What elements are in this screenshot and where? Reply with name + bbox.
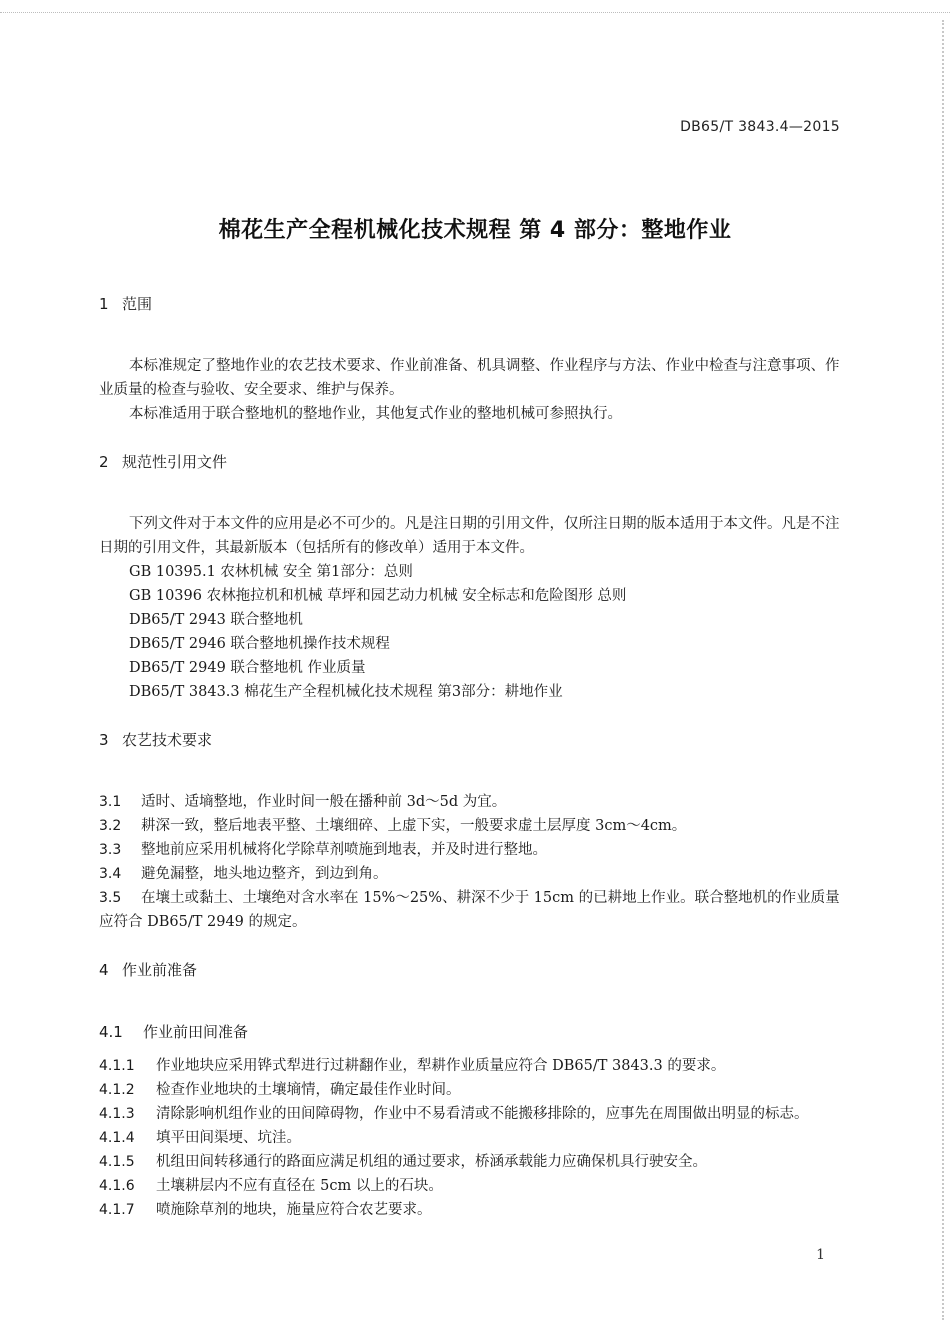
clause-number: 3.3	[99, 842, 122, 858]
clause-number: 4.1.1	[99, 1058, 135, 1074]
section-title: 规范性引用文件	[122, 453, 228, 471]
clause-item	[99, 1150, 844, 1174]
clause-item	[99, 886, 844, 934]
clause-number: 3.2	[99, 818, 122, 834]
paragraph: 下列文件对于本文件的应用是必不可少的。凡是注日期的引用文件，仅所注日期的版本适用于本文件。凡是不注日期的引用文件，其最新版本（包括所有的修改单）适用于本文件。	[99, 516, 840, 556]
section-title: 农艺技术要求	[122, 731, 213, 749]
reference-item: DB65/T 2949 联合整地机 作业质量	[129, 660, 366, 676]
clause-text: 适时、适墒整地，作业时间一般在播种前 3d～5d 为宜。	[141, 794, 507, 810]
clause-number: 4.1.5	[99, 1154, 135, 1170]
section-4-heading	[99, 958, 844, 982]
section-number: 3	[99, 731, 109, 749]
clause-text: 喷施除草剂的地块，施量应符合农艺要求。	[156, 1202, 432, 1218]
clause-text: 在壤土或黏土、土壤绝对含水率在 15%～25%、耕深不少于 15cm 的已耕地上作业。联合整地机的作业质量应符合 DB65/T 2949 的规定。	[99, 890, 840, 930]
clause-text: 土壤耕层内不应有直径在 5cm 以上的石块。	[156, 1178, 443, 1194]
clause-number: 3.5	[99, 890, 122, 906]
clause-number: 3.1	[99, 794, 122, 810]
reference-item: DB65/T 2943 联合整地机	[129, 612, 303, 628]
subsection-number: 4.1	[99, 1023, 123, 1041]
paragraph: 本标准适用于联合整地机的整地作业，其他复式作业的整地机械可参照执行。	[129, 406, 622, 422]
clause-text: 避免漏整，地头地边整齐，到边到角。	[141, 866, 388, 882]
subsection-title: 作业前田间准备	[143, 1023, 249, 1041]
clause-item	[99, 814, 844, 838]
document-body	[99, 292, 844, 1222]
section-2-heading	[99, 450, 844, 474]
clause-item	[99, 790, 844, 814]
scan-edge-top	[0, 0, 950, 13]
clause-text: 清除影响机组作业的田间障碍物，作业中不易看清或不能搬移排除的，应事先在周围做出明显的标志。	[156, 1106, 809, 1122]
reference-item: GB 10395.1 农林机械 安全 第1部分：总则	[129, 564, 413, 580]
clause-number: 4.1.3	[99, 1106, 135, 1122]
clause-item	[99, 1174, 844, 1198]
section-title: 范围	[122, 295, 153, 313]
section-number: 2	[99, 453, 109, 471]
section-title: 作业前准备	[122, 961, 198, 979]
section-number: 4	[99, 961, 109, 979]
paragraph: 本标准规定了整地作业的农艺技术要求、作业前准备、机具调整、作业程序与方法、作业中检查与注意事项、作业质量的检查与验收、安全要求、维护与保养。	[99, 358, 840, 398]
subsection-4-1-heading	[99, 1020, 844, 1044]
clause-item	[99, 862, 844, 886]
clause-text: 机组田间转移通行的路面应满足机组的通过要求，桥涵承载能力应确保机具行驶安全。	[156, 1154, 707, 1170]
clause-text: 检查作业地块的土壤墒情，确定最佳作业时间。	[156, 1082, 461, 1098]
clause-item	[99, 1126, 844, 1150]
clause-number: 4.1.4	[99, 1130, 135, 1146]
clause-text: 耕深一致，整后地表平整、土壤细碎、上虚下实，一般要求虚土层厚度 3cm～4cm。	[141, 818, 687, 834]
clause-number: 3.4	[99, 866, 122, 882]
clause-item	[99, 1198, 844, 1222]
document-code: DB65/T 3843.4—2015	[680, 119, 840, 135]
reference-item: DB65/T 2946 联合整地机操作技术规程	[129, 636, 390, 652]
clause-number: 4.1.6	[99, 1178, 135, 1194]
reference-item: GB 10396 农林拖拉机和机械 草坪和园艺动力机械 安全标志和危险图形 总则	[129, 588, 627, 604]
clause-item	[99, 838, 844, 862]
clause-number: 4.1.2	[99, 1082, 135, 1098]
page-number: 1	[816, 1247, 825, 1263]
clause-item	[99, 1078, 844, 1102]
clause-text: 填平田间渠埂、坑洼。	[156, 1130, 301, 1146]
clause-text: 作业地块应采用铧式犁进行过耕翻作业，犁耕作业质量应符合 DB65/T 3843.3 的要求。	[156, 1058, 726, 1074]
clause-number: 4.1.7	[99, 1202, 135, 1218]
section-3-heading	[99, 728, 844, 752]
clause-item	[99, 1054, 844, 1078]
section-number: 1	[99, 295, 109, 313]
section-1-heading	[99, 292, 844, 316]
document-title: 棉花生产全程机械化技术规程 第 4 部分：整地作业	[218, 218, 732, 243]
clause-text: 整地前应采用机械将化学除草剂喷施到地表，并及时进行整地。	[141, 842, 547, 858]
clause-item	[99, 1102, 844, 1126]
reference-item: DB65/T 3843.3 棉花生产全程机械化技术规程 第3部分：耕地作业	[129, 684, 563, 700]
